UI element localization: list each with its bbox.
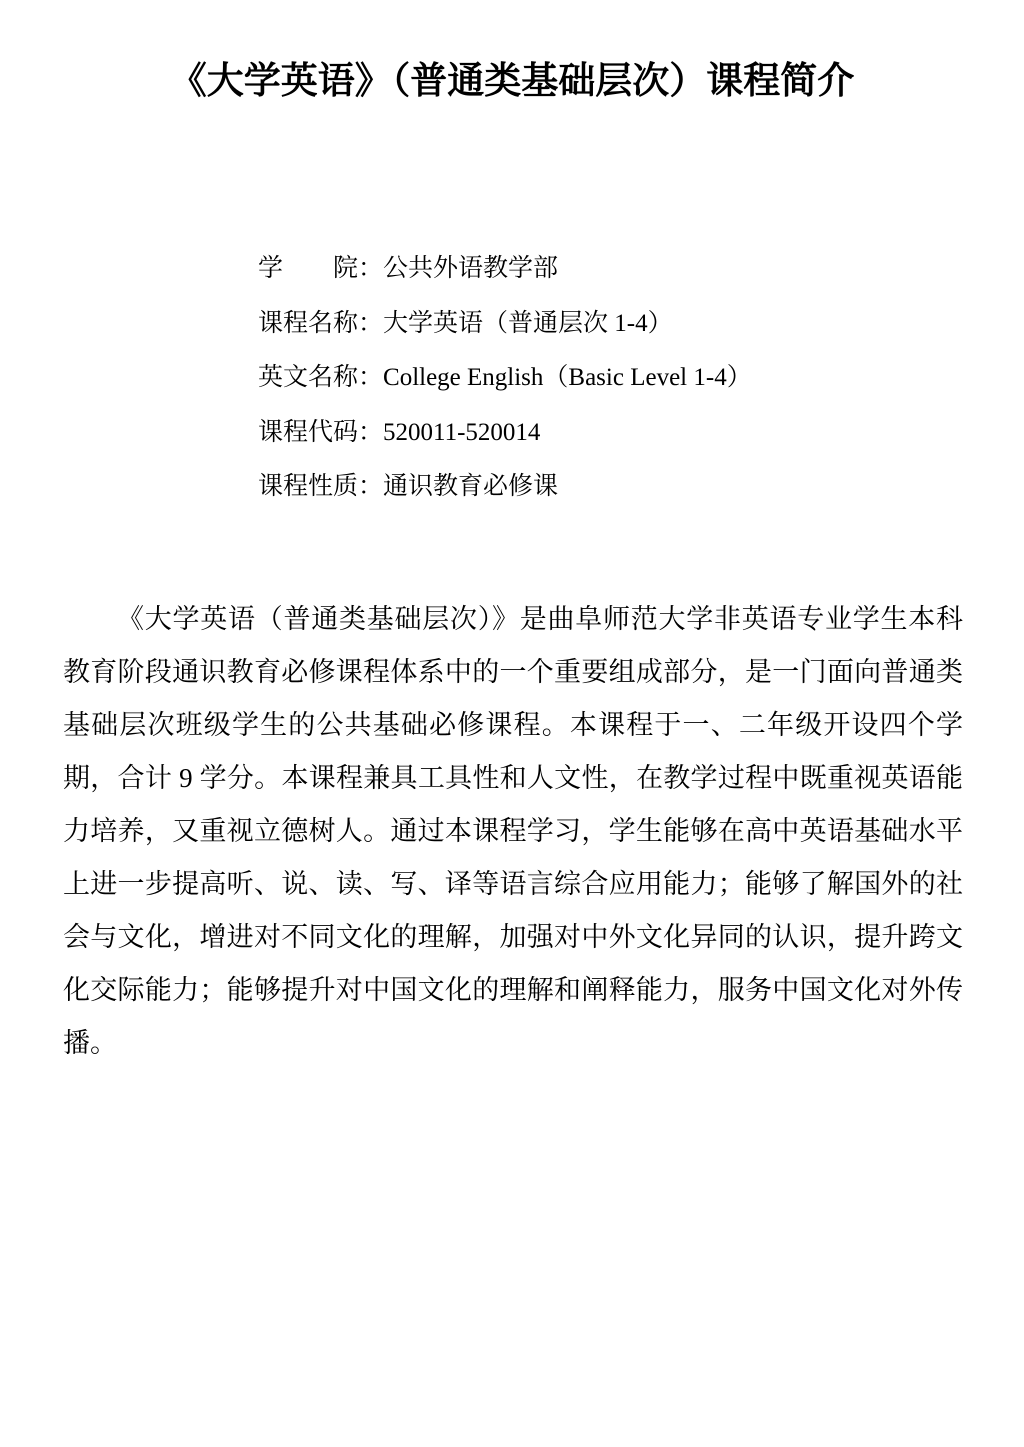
course-description-paragraph: 《大学英语（普通类基础层次）》是曲阜师范大学非英语专业学生本科教育阶段通识教育必修课程体系中的一个重要组成部分，是一门面向普通类基础层次班级学生的公共基础必修课程。本课程于一、二年级开设四个学期，合计 9 学分。本课程兼具工具性和人文性，在教学过程中既重视英语能力培养，又重视立德树人。通过本课程学习，学生能够在高中英语基础水平上进一步提高听、说、读、写、译等语言综合应用能力；能够了解国外的社会与文化，增进对不同文化的理解，加强对中外文化异同的认识，提升跨文化交际能力；能够提升对中国文化的理解和阐释能力，服务中国文化对外传播。: [63, 603, 963, 1058]
info-row-college: [258, 242, 964, 297]
info-label-course-type: 课程性质：: [258, 473, 384, 501]
info-row-english-name: [258, 351, 964, 406]
info-row-course-code: [258, 406, 964, 461]
info-value-english-name: College English（Basic Level 1-4）: [383, 364, 752, 392]
info-value-course-name: 大学英语（普通层次 1-4）: [383, 309, 673, 337]
info-value-course-code: 520011-520014: [383, 418, 541, 446]
info-row-course-name: [258, 297, 964, 352]
course-info-block: [258, 242, 964, 515]
info-label-english-name: 英文名称：: [258, 364, 384, 392]
page-title: 《大学英语》（普通类基础层次）课程简介: [169, 60, 855, 101]
info-label-course-code: 课程代码：: [258, 418, 384, 446]
info-label-course-name: 课程名称：: [258, 309, 384, 337]
info-value-course-type: 通识教育必修课: [383, 473, 559, 501]
info-row-course-type: [258, 460, 964, 515]
info-value-college: 公共外语教学部: [383, 255, 559, 283]
info-label-college: 学 院：: [258, 255, 384, 283]
